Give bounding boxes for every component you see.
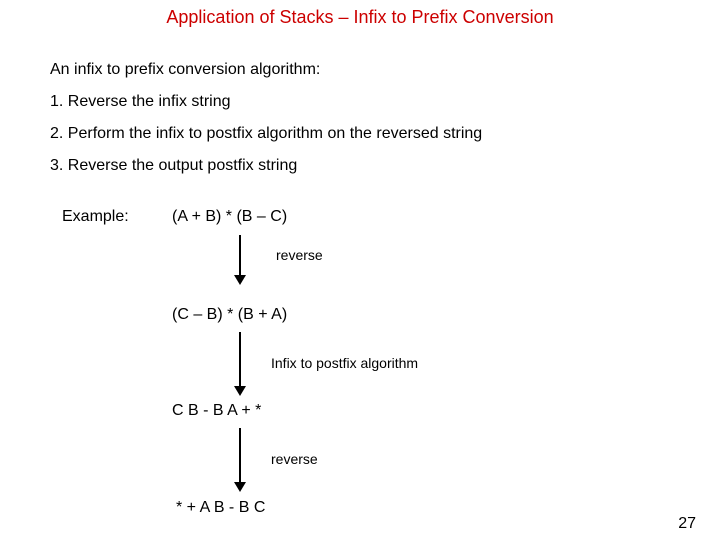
arrow-label-reverse-2: reverse [271,451,318,467]
expression-prefix: * + A B - B C [176,499,266,516]
expression-reversed: (C – B) * (B + A) [172,306,288,323]
expression-postfix: C B - B A + * [172,402,262,419]
step-1: 1. Reverse the infix string [50,93,231,110]
slide-title: Application of Stacks – Infix to Prefix Conversion [166,7,554,27]
page-number: 27 [678,515,696,532]
arrow-label-postfix-algorithm: Infix to postfix algorithm [271,355,419,371]
intro-text: An infix to prefix conversion algorithm: [50,61,321,78]
example-label: Example: [62,208,129,225]
expression-infix: (A + B) * (B – C) [172,208,288,225]
step-3: 3. Reverse the output postfix string [50,157,298,174]
step-2: 2. Perform the infix to postfix algorithm on the reversed string [50,125,483,142]
arrow-label-reverse-1: reverse [276,247,323,263]
